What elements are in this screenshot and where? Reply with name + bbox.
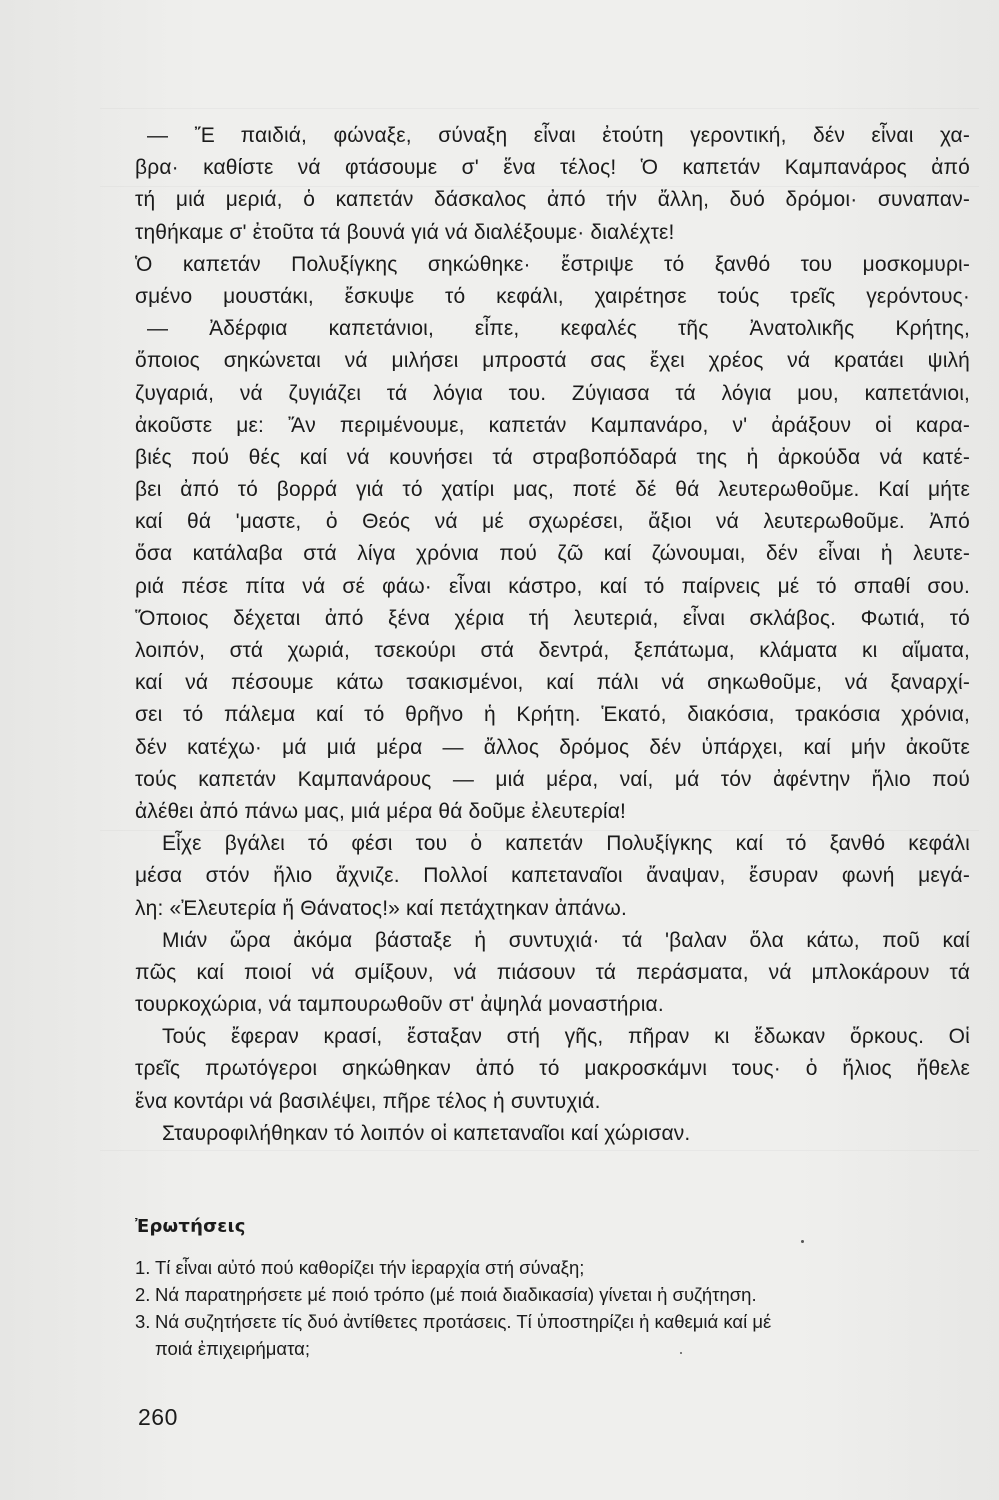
text-line: — Ἔ παιδιά, φώναξε, σύναξη εἶναι ἐτούτη γεροντική, δέν εἶναι χα- — [147, 124, 970, 147]
text-line: ὅσα κατάλαβα στά λίγα χρόνια πού ζῶ καί ζώνουμαι, δέν εἶναι ἡ λευτε- — [135, 542, 970, 566]
question-text: Νά συζητήσετε τίς δυό ἀντίθετες προτάσεις. Τί ὑποστηρίζει ἡ καθεμιά καί μέ — [155, 1311, 772, 1332]
question-text: ποιά ἐπιχειρήματα; — [155, 1338, 310, 1359]
text-line: ἀκοῦστε με: Ἄν περιμένουμε, καπετάν Καμπανάρο, ν' ἀράξουν οἱ καρα- — [135, 413, 970, 437]
text-line: Ὁ καπετάν Πολυξίγκης σηκώθηκε· ἔστριψε τό ξανθό του μοσκομυρι- — [135, 252, 970, 276]
text-line: βει ἀπό τό βορρά γιά τό χατίρι μας, ποτέ δέ θά λευτερωθοῦμε. Καί μήτε — [135, 478, 970, 502]
bleed-through-line — [100, 1150, 979, 1151]
text-line: λη: «Ἐλευτερία ἤ Θάνατος!» καί πετάχτηκαν ἀπάνω. — [135, 896, 627, 920]
question-text: Τί εἶναι αὐτό πού καθορίζει τήν ἱεραρχία στή σύναξη; — [155, 1257, 585, 1278]
text-line: Εἶχε βγάλει τό φέσι του ὁ καπετάν Πολυξίγκης καί τό ξανθό κεφάλι — [162, 832, 970, 856]
text-line: Μιάν ὥρα ἀκόμα βάσταξε ἡ συντυχιά· τά 'βαλαν ὅλα κάτω, ποῦ καί — [162, 928, 970, 952]
text-line: Σταυροφιλήθηκαν τό λοιπόν οἱ καπεταναῖοι καί χώρισαν. — [162, 1121, 691, 1145]
text-line: τουρκοχώρια, νά ταμπουρωθοῦν στ' ἀψηλά μοναστήρια. — [135, 993, 664, 1017]
questions-heading: Ἐρωτήσεις — [135, 1216, 246, 1237]
question-number: 3. — [135, 1311, 151, 1332]
text-line: σμένο μουστάκι, ἔσκυψε τό κεφάλι, χαιρέτησε τούς τρεῖς γερόντους· — [135, 284, 970, 308]
text-line: λοιπόν, στά χωριά, τσεκούρι στά δεντρά, ξεπάτωμα, κλάματα κι αἵματα, — [135, 639, 970, 662]
text-line: τρεῖς πρωτόγεροι σηκώθηκαν ἀπό τό μακροσκάμνι τους· ὁ ἥλιος ἤθελε — [135, 1057, 970, 1081]
text-line: ἕνα κοντάρι νά βασιλέψει, πῆρε τέλος ἡ συντυχιά. — [135, 1089, 601, 1113]
print-speck — [680, 1352, 682, 1354]
question-number: 2. — [135, 1284, 151, 1305]
text-line: ὅποιος σηκώνεται νά μιλήσει μπροστά σας ἔχει χρέος νά κρατάει ψιλή — [135, 349, 970, 373]
bleed-through-line — [100, 108, 979, 109]
question-item — [135, 1254, 970, 1281]
narrative-text — [135, 120, 970, 1150]
text-line: σει τό πάλεμα καί τό θρῆνο ἡ Κρήτη. Ἑκατό, διακόσια, τρακόσια χρόνια, — [135, 703, 970, 727]
text-line: ἀλέθει ἀπό πάνω μας, μιά μέρα θά δοῦμε ἐλευτερία! — [135, 799, 627, 823]
text-line: δέν κατέχω· μά μιά μέρα — ἄλλος δρόμος δέν ὑπάρχει, καί μήν ἀκοῦτε — [135, 735, 970, 759]
text-line: καί θά 'μαστε, ὁ Θεός νά μέ σχωρέσει, ἄξιοι νά λευτερωθοῦμε. Ἀπό — [135, 510, 970, 534]
text-line: τηθήκαμε σ' ἐτοῦτα τά βουνά γιά νά διαλέξουμε· διαλέχτε! — [135, 220, 675, 244]
text-line: βρα· καθίστε νά φτάσουμε σ' ἕνα τέλος! Ὁ καπετάν Καμπανάρος ἀπό — [135, 156, 970, 180]
text-line: τούς καπετάν Καμπανάρους — μιά μέρα, ναί, μά τόν ἀφέντην ἥλιο πού — [135, 767, 970, 791]
text-line: μέσα στόν ἥλιο ἄχνιζε. Πολλοί καπεταναῖοι ἄναψαν, ἔσυραν φωνή μεγά- — [135, 864, 970, 888]
question-text: Νά παρατηρήσετε μέ ποιό τρόπο (μέ ποιά διαδικασία) γίνεται ἡ συζήτηση. — [155, 1284, 757, 1305]
text-line: πῶς καί ποιοί νά σμίξουν, νά πιάσουν τά περάσματα, νά μπλοκάρουν τά — [135, 960, 970, 984]
print-speck — [801, 1240, 804, 1243]
question-item — [135, 1281, 970, 1308]
text-line: — Ἀδέρφια καπετάνιοι, εἶπε, κεφαλές τῆς Ἀνατολικῆς Κρήτης, — [147, 317, 970, 341]
page-number: 260 — [138, 1404, 178, 1430]
question-number: 1. — [135, 1257, 151, 1278]
questions-list — [135, 1254, 970, 1362]
questions-section — [135, 1212, 970, 1362]
text-line: καί νά πέσουμε κάτω τσακισμένοι, καί πάλι νά σηκωθοῦμε, νά ξαναρχί- — [135, 671, 970, 695]
text-line: βιές πού θές καί νά κουνήσει τά στραβοπόδαρά της ἡ ἀρκούδα νά κατέ- — [135, 445, 970, 469]
text-line: ζυγαριά, νά ζυγιάζει τά λόγια του. Ζύγιασα τά λόγια μου, καπετάνιοι, — [135, 381, 970, 405]
question-item — [135, 1308, 970, 1362]
text-line: Τούς ἔφεραν κρασί, ἔσταξαν στή γῆς, πῆραν κι ἔδωκαν ὅρκους. Οἱ — [162, 1025, 970, 1049]
text-line: Ὅποιος δέχεται ἀπό ξένα χέρια τή λευτεριά, εἶναι σκλάβος. Φωτιά, τό — [135, 606, 970, 630]
text-line: τή μιά μεριά, ὁ καπετάν δάσκαλος ἀπό τήν ἄλλη, δυό δρόμοι· συναπαν- — [135, 188, 970, 212]
text-line: ριά πέσε πίτα νά σέ φάω· εἶναι κάστρο, καί τό παίρνεις μέ τό σπαθί σου. — [135, 574, 970, 598]
